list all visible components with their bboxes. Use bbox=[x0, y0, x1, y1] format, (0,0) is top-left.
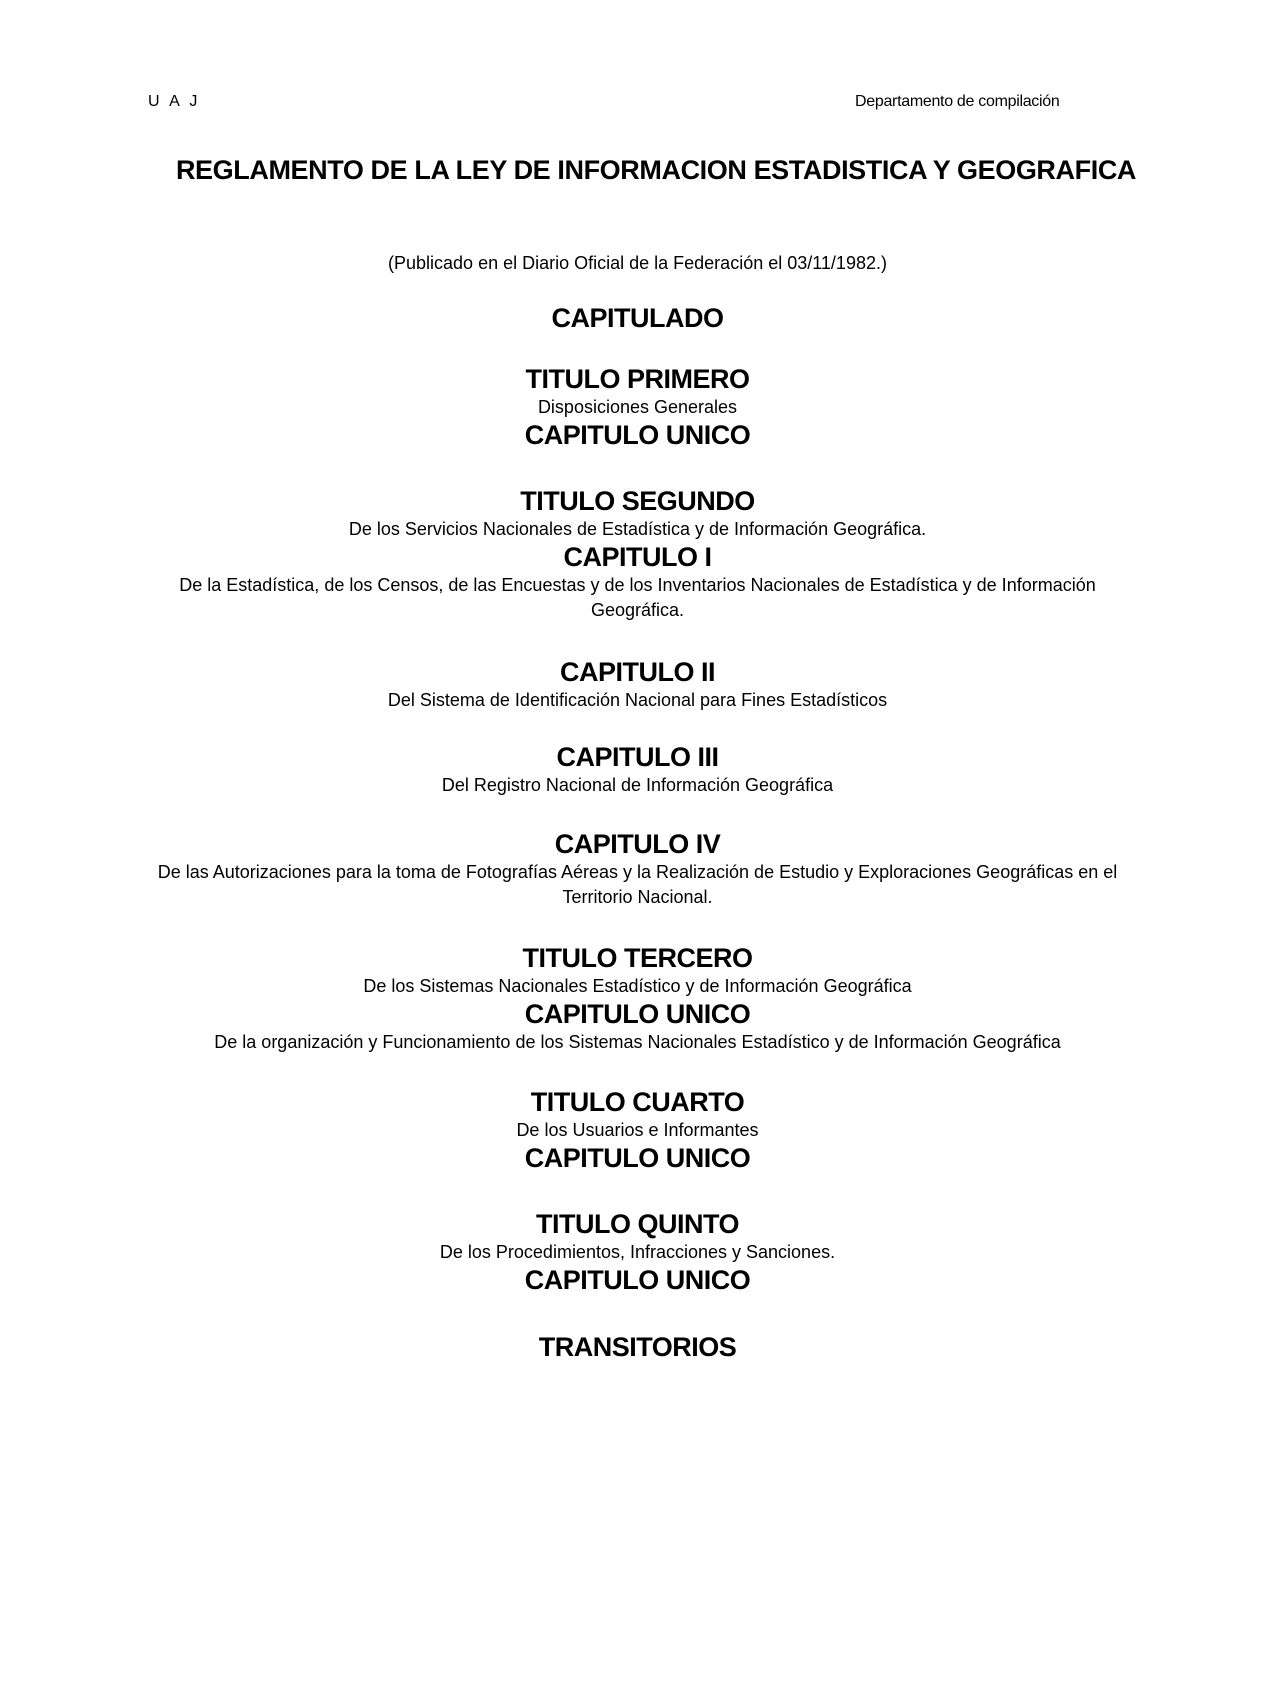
titulo-tercero-section bbox=[0, 942, 1275, 1055]
titulo-primero-section bbox=[0, 363, 1275, 451]
titulo-primero-desc: Disposiciones Generales bbox=[537, 397, 738, 417]
titulo-cuarto-desc: De los Usuarios e Informantes bbox=[516, 1120, 759, 1140]
capitulo-iii-desc: Del Registro Nacional de Información Geográfica bbox=[441, 775, 834, 795]
capitulo-i-heading: CAPITULO I bbox=[563, 542, 712, 572]
capitulo-iv-desc: De las Autorizaciones para la toma de Fotografías Aéreas y la Realización de Estudio y Exploraciones Geográficas en el Territorio Nacional. bbox=[157, 862, 1118, 907]
titulo-quinto-chapter: CAPITULO UNICO bbox=[524, 1265, 751, 1295]
capitulo-iii-section bbox=[0, 741, 1275, 798]
titulo-primero-chapter: CAPITULO UNICO bbox=[524, 420, 751, 450]
header-right-label: Departamento de compilación bbox=[855, 93, 1060, 110]
publication-note: (Publicado en el Diario Oficial de la Federación el 03/11/1982.) bbox=[388, 253, 887, 273]
document-title: REGLAMENTO DE LA LEY DE INFORMACION ESTADISTICA Y GEOGRAFICA bbox=[175, 155, 1137, 185]
titulo-primero-heading: TITULO PRIMERO bbox=[525, 364, 750, 394]
capitulo-ii-heading: CAPITULO II bbox=[560, 657, 715, 687]
titulo-tercero-chapter: CAPITULO UNICO bbox=[524, 999, 751, 1029]
titulo-cuarto-section bbox=[0, 1086, 1275, 1174]
titulo-tercero-chapter-desc: De la organización y Funcionamiento de los Sistemas Nacionales Estadístico y de Información Geográfica bbox=[214, 1032, 1061, 1052]
capitulo-ii-desc: Del Sistema de Identificación Nacional para Fines Estadísticos bbox=[387, 690, 888, 710]
titulo-quinto-heading: TITULO QUINTO bbox=[536, 1209, 739, 1239]
titulo-segundo-section bbox=[0, 485, 1275, 623]
titulo-quinto-section bbox=[0, 1208, 1275, 1296]
titulo-tercero-desc: De los Sistemas Nacionales Estadístico y de Información Geográfica bbox=[363, 976, 912, 996]
titulo-segundo-heading: TITULO SEGUNDO bbox=[520, 486, 755, 516]
capitulo-iv-section bbox=[0, 828, 1275, 910]
capitulo-iii-heading: CAPITULO III bbox=[556, 742, 719, 772]
titulo-segundo-desc: De los Servicios Nacionales de Estadística y de Información Geográfica. bbox=[348, 519, 927, 539]
capitulo-ii-section bbox=[0, 656, 1275, 713]
titulo-cuarto-chapter: CAPITULO UNICO bbox=[524, 1143, 751, 1173]
titulo-cuarto-heading: TITULO CUARTO bbox=[530, 1087, 745, 1117]
titulo-tercero-heading: TITULO TERCERO bbox=[522, 943, 753, 973]
header-left-label: U A J bbox=[148, 93, 201, 110]
capitulado-heading: CAPITULADO bbox=[551, 303, 724, 333]
transitorios-heading: TRANSITORIOS bbox=[538, 1332, 737, 1362]
titulo-quinto-desc: De los Procedimientos, Infracciones y Sanciones. bbox=[439, 1242, 836, 1262]
capitulo-i-desc: De la Estadística, de los Censos, de las Encuestas y de los Inventarios Nacionales de Estadística y de Información Geográfica. bbox=[179, 575, 1096, 620]
capitulo-iv-heading: CAPITULO IV bbox=[554, 829, 721, 859]
